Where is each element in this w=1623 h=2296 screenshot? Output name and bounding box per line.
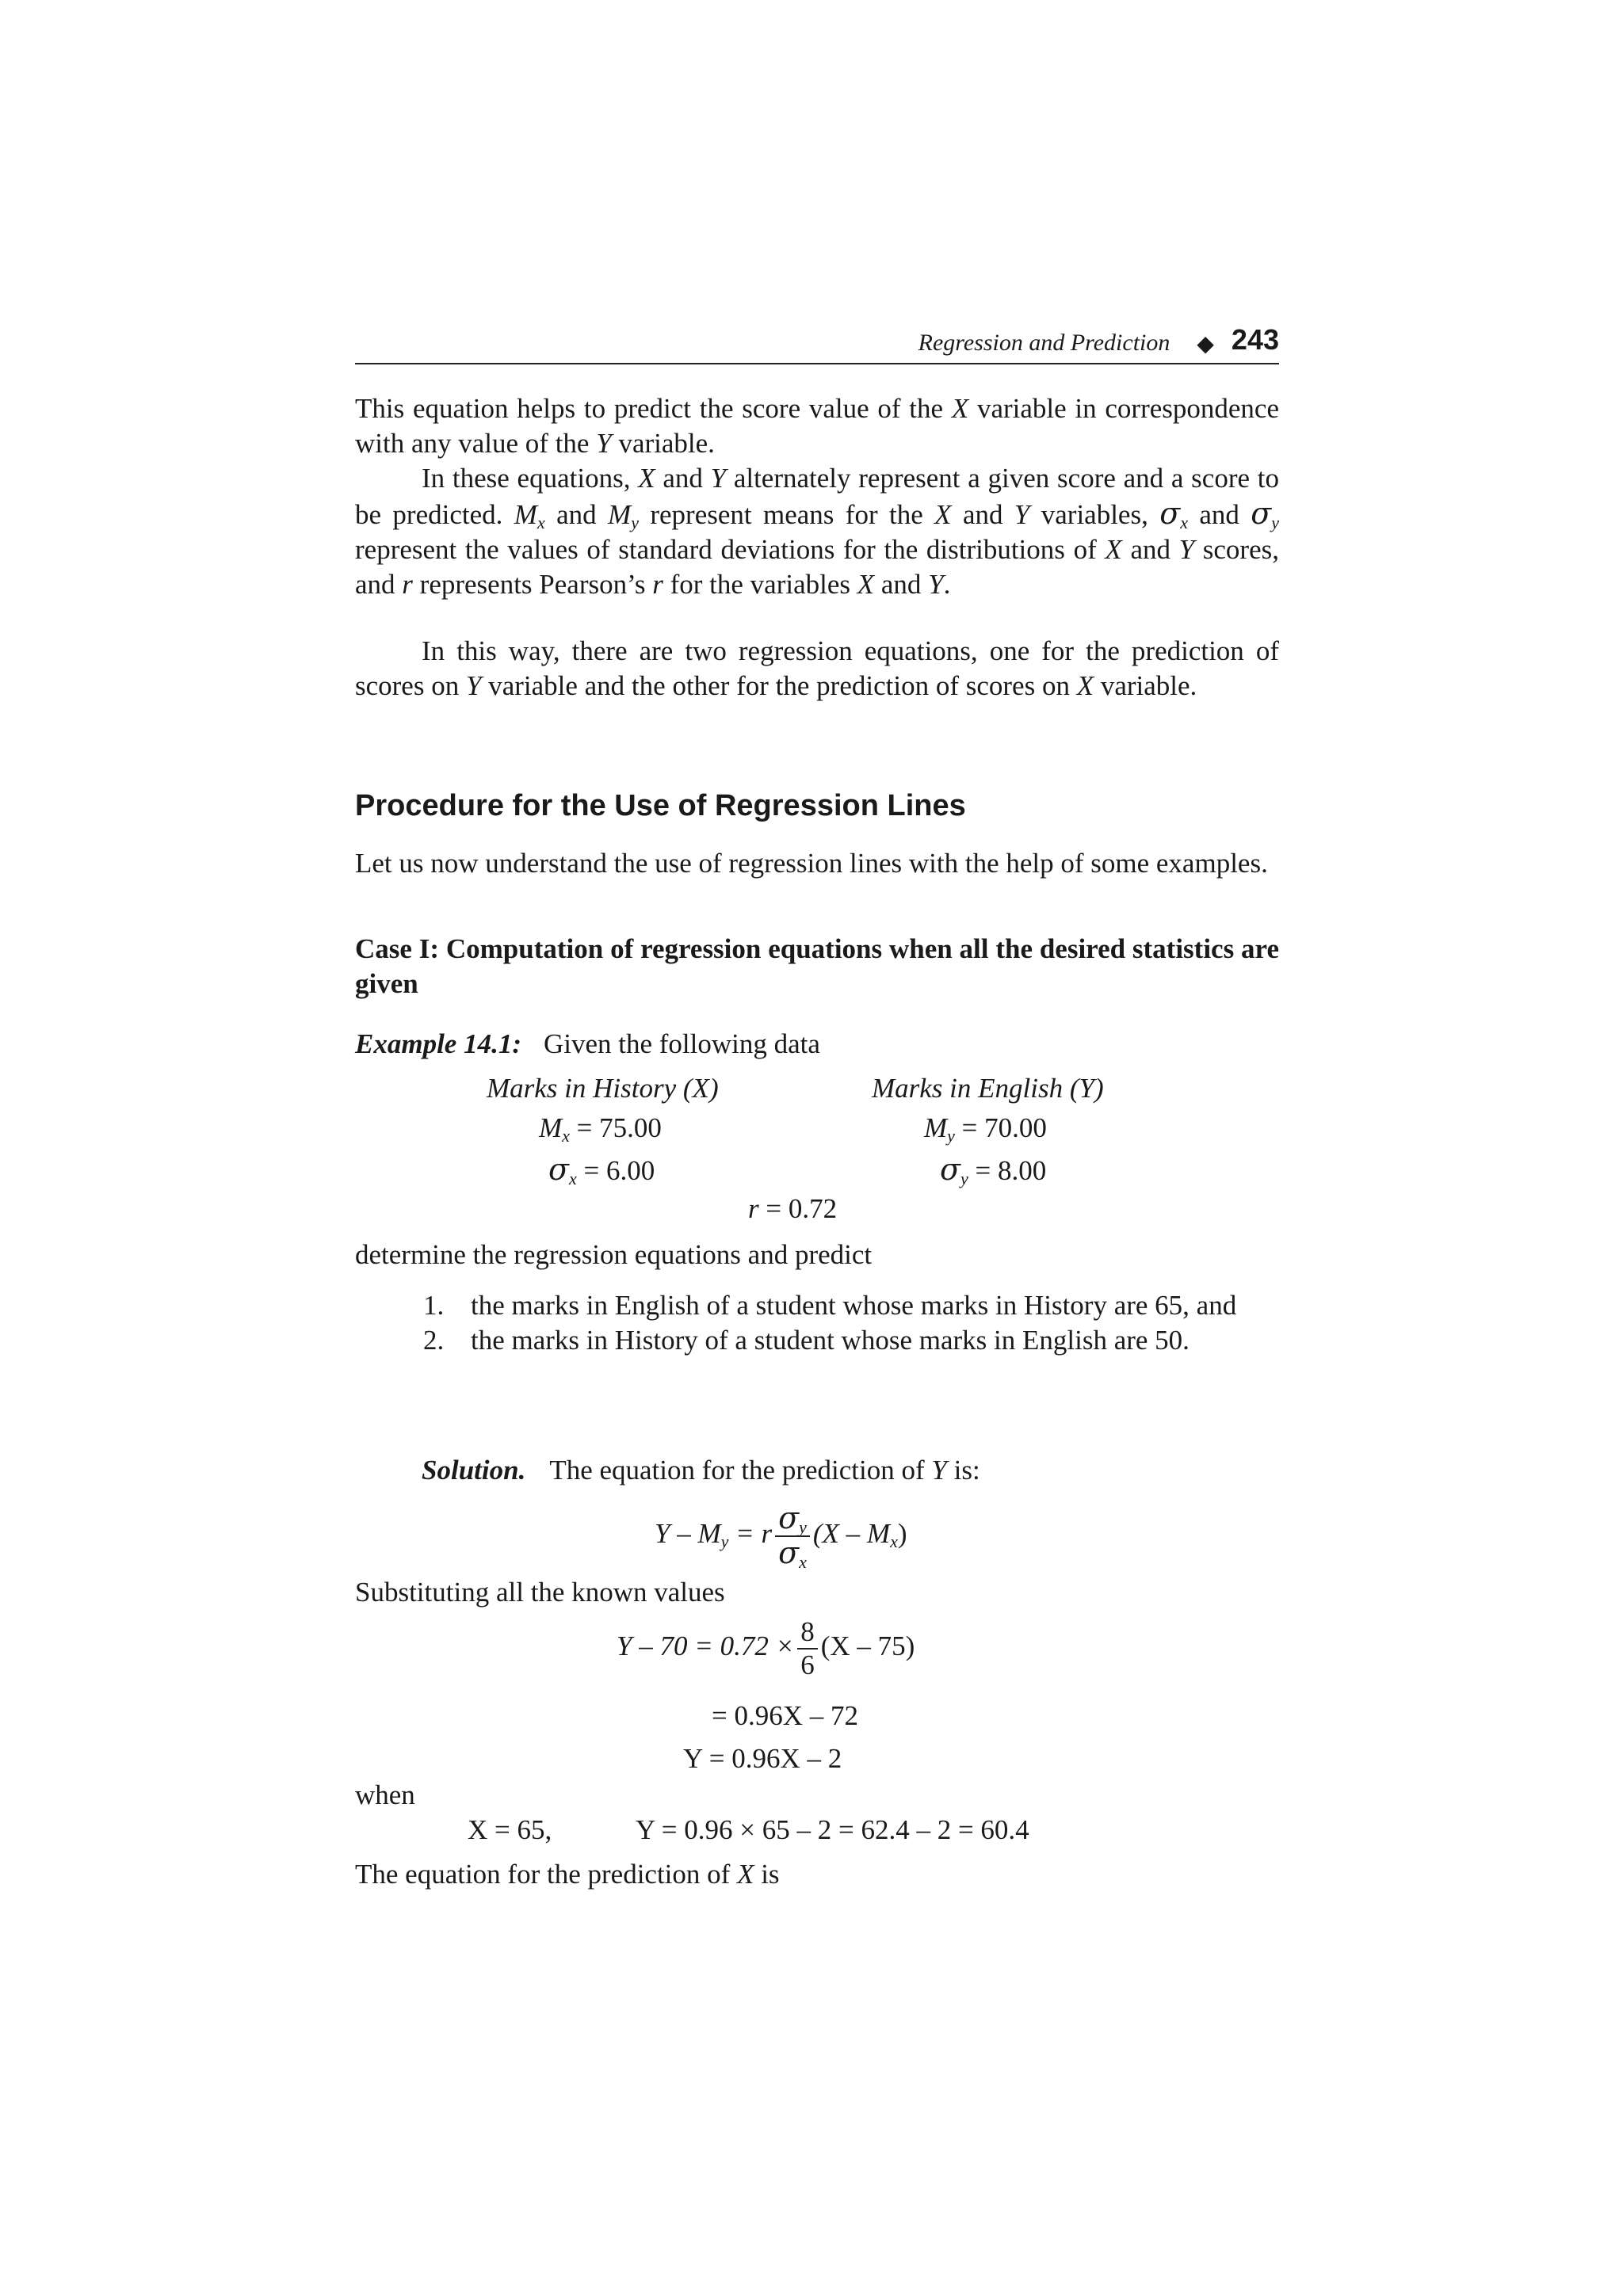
- example-text: Given the following data: [543, 1028, 820, 1059]
- diamond-icon: ◆: [1197, 330, 1214, 357]
- left-column-header: Marks in History (X): [487, 1073, 719, 1104]
- running-title: Regression and Prediction: [918, 330, 1170, 356]
- right-mean: $M_y = 70.00$: [924, 1112, 1047, 1146]
- calc-line-2: = 0.96X – 72: [712, 1700, 859, 1731]
- calc-line-1: Y – 70 = 0.72 × $\frac{8}{6}$ (X – 75): [617, 1616, 915, 1680]
- intro-paragraph: Let us now understand the use of regression lines with the help of some examples.: [355, 848, 1268, 879]
- running-header: [355, 325, 1279, 364]
- solution-line: Solution. The equation for the prediction of Y is:: [422, 1455, 980, 1486]
- eight-sixths-fraction: $\frac{8}{6}$: [797, 1616, 818, 1681]
- page-number: 243: [1231, 323, 1279, 356]
- paragraph-1: This equation helps to predict the score value of the X variable in correspondence with any value of the Y variable.: [355, 393, 1279, 459]
- question-list: [355, 1288, 1279, 1358]
- example-label: Example 14.1:: [355, 1028, 521, 1059]
- regression-formula: $Y - M_y = r$ $\frac{\sigma_y}{\sigma_x}$ $(X - M_x)$: [655, 1501, 907, 1572]
- final-line: The equation for the prediction of X is: [355, 1859, 780, 1890]
- left-mean: $M_x = 75.00$: [539, 1112, 662, 1146]
- when-text: when: [355, 1779, 415, 1810]
- solution-label: Solution.: [422, 1455, 526, 1486]
- section-heading: Procedure for the Use of Regression Lines: [355, 789, 966, 822]
- when-y-computation: Y = 0.96 × 65 – 2 = 62.4 – 2 = 60.4: [636, 1814, 1029, 1845]
- when-x-value: X = 65,: [468, 1814, 552, 1845]
- list-item: 1. the marks in English of a student whose marks in History are 65, and: [423, 1290, 1237, 1321]
- example-line: [355, 1028, 820, 1060]
- paragraph-3: In this way, there are two regression equations, one for the prediction of scores on Y variable and the other for the prediction of scores on X variable.: [355, 635, 1279, 701]
- substituting-text: Substituting all the known values: [355, 1577, 725, 1608]
- right-column-header: Marks in English (Y): [872, 1073, 1104, 1104]
- calc-line-3: Y = 0.96X – 2: [683, 1743, 842, 1774]
- case-heading: Case I: Computation of regression equations when all the desired statistics are given: [355, 933, 1279, 999]
- right-sd: $\sigma_y = 8.00$: [940, 1152, 1047, 1188]
- correlation-value: r = 0.72: [748, 1193, 838, 1224]
- list-item: 2. the marks in History of a student whose marks in English are 50.: [423, 1325, 1190, 1356]
- left-sd: $\sigma_x = 6.00$: [548, 1152, 655, 1188]
- determine-text: determine the regression equations and predict: [355, 1239, 873, 1270]
- paragraph-2: In these equations, X and Y alternately represent a given score and a score to be predicted. $M_x$ and $M_y$ represent means for the X and Y variables, $\sigma_x$ and $\sigma_y$ represent the values of standard deviations for the distributions of X and Y scores, and r represents Pearson’s r for the variables X and Y.: [355, 463, 1279, 600]
- sigma-fraction: $\frac{\sigma_y}{\sigma_x}$: [775, 1502, 810, 1570]
